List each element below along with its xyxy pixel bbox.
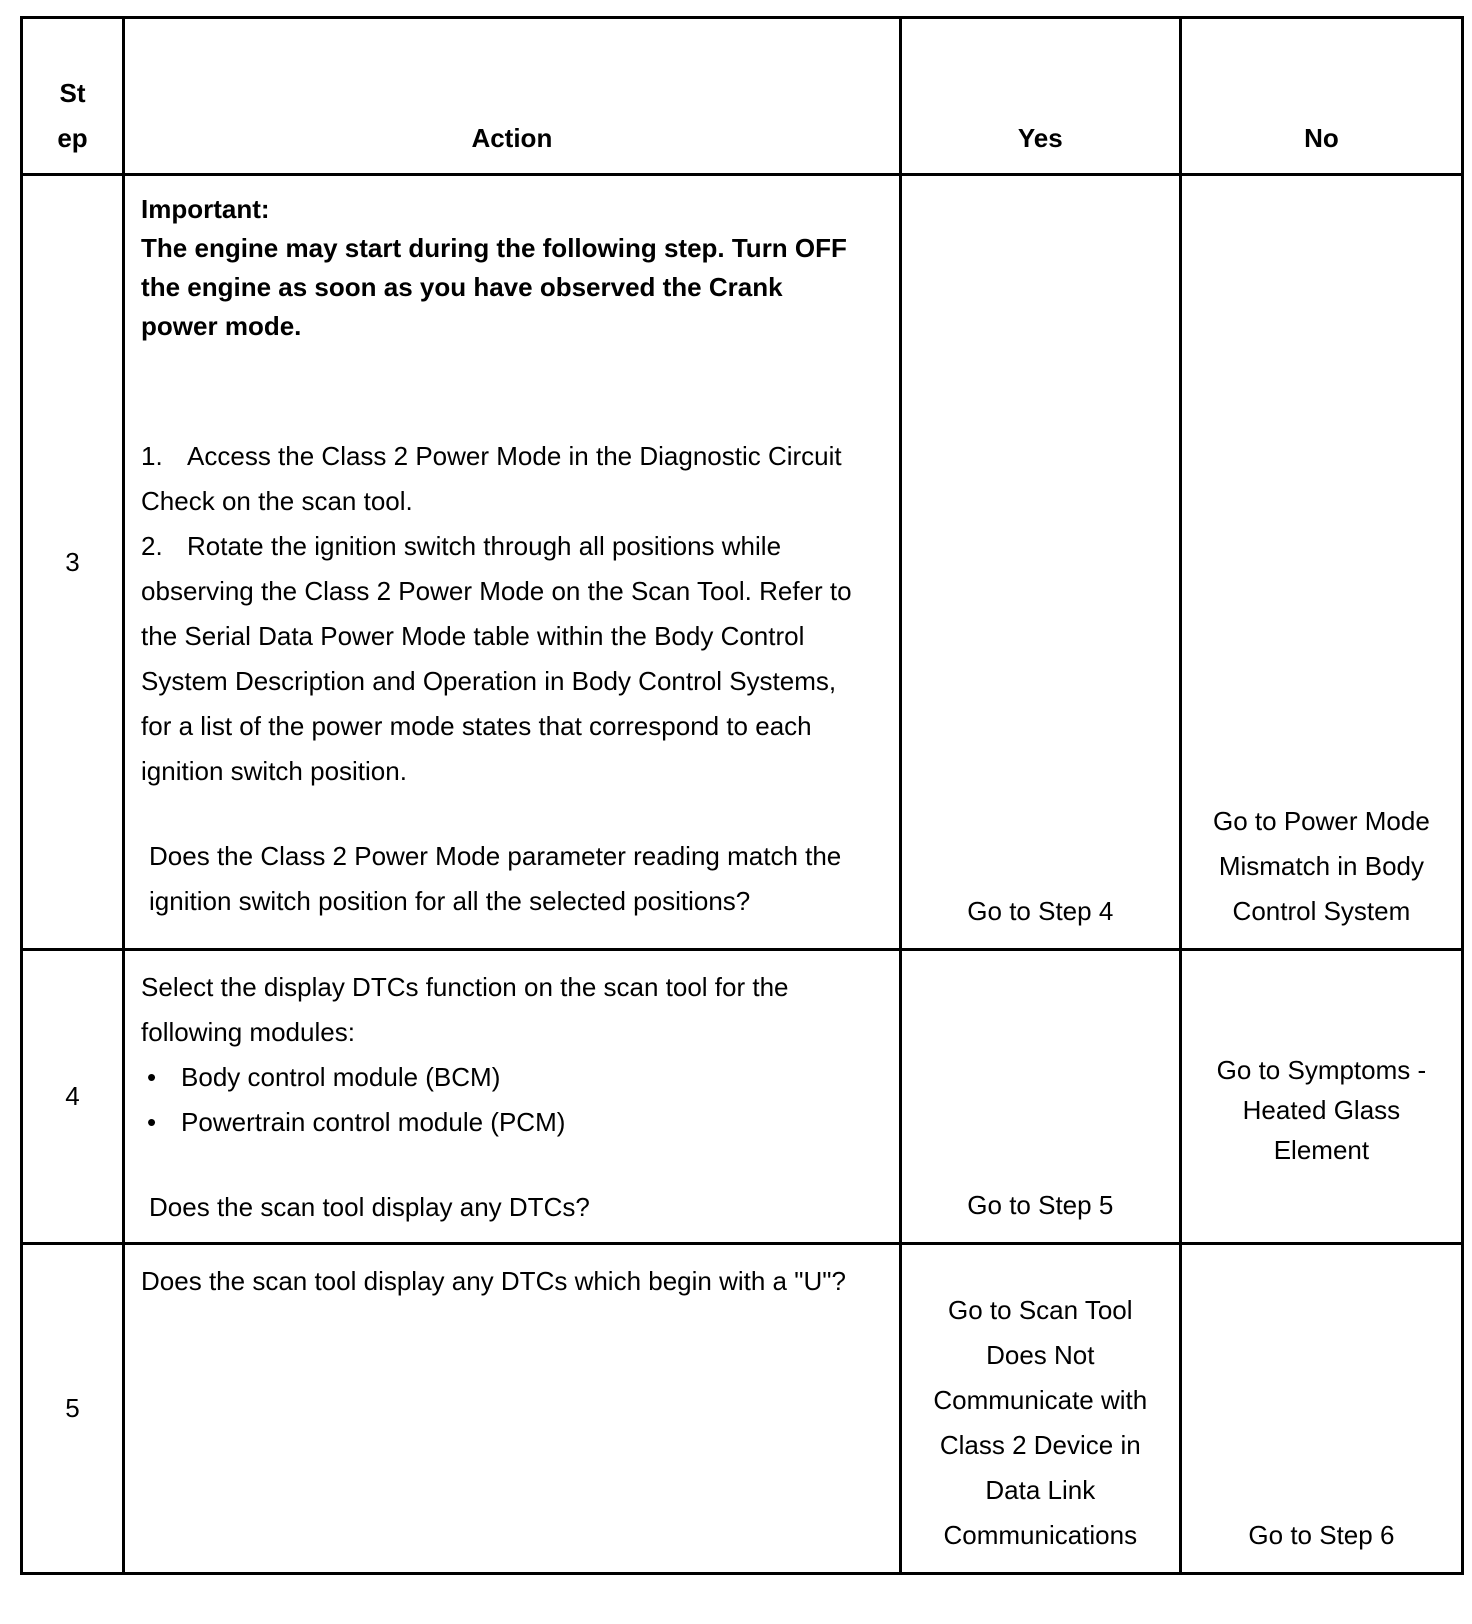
list-item (141, 1100, 855, 1145)
item-number: 1. (141, 441, 163, 471)
no-text: Go to Symptoms - Heated Glass Element (1216, 1054, 1427, 1165)
header-row (22, 18, 1463, 175)
list-item (141, 1055, 855, 1100)
item-number: 2. (141, 531, 163, 561)
item-text: Rotate the ignition switch through all positions while observing the Class 2 Power Mode on the Scan Tool. Refer to the Serial Data Power Mode table within the Body Control System Description and Operation in Body Control Systems, for a list of the power mode states that correspond to each ignition switch position. (141, 531, 852, 786)
no-cell (1180, 950, 1462, 1244)
header-action: Action (124, 18, 901, 175)
table-row (22, 950, 1463, 1244)
intro-text: Select the display DTCs function on the scan tool for the following modules: (141, 972, 789, 1047)
question-text: Does the scan tool display any DTCs which begin with a "U"? (141, 1266, 846, 1296)
module-name: Powertrain control module (PCM) (181, 1107, 566, 1137)
header-step (22, 18, 124, 175)
step-number: 4 (22, 950, 124, 1244)
item-text: Access the Class 2 Power Mode in the Diagnostic Circuit Check on the scan tool. (141, 441, 842, 516)
action-cell (124, 950, 901, 1244)
bullet-icon: • (147, 1062, 157, 1092)
question-text: Does the Class 2 Power Mode parameter reading match the ignition switch position for all the selected positions? (149, 841, 842, 916)
important-text: The engine may start during the following step. Turn OFF the engine as soon as you have observed the Crank power mode. (141, 233, 847, 341)
bullet-icon: • (147, 1107, 157, 1137)
yes-cell: Go to Step 5 (900, 950, 1180, 1244)
diagnostic-table (20, 16, 1464, 1575)
header-yes: Yes (900, 18, 1180, 175)
header-no: No (1180, 18, 1462, 175)
step-number: 3 (22, 175, 124, 950)
instruction-list (141, 434, 855, 794)
important-label: Important: (141, 194, 270, 224)
module-name: Body control module (BCM) (181, 1062, 501, 1092)
list-item (141, 434, 855, 524)
action-cell (124, 175, 901, 950)
header-step-line2: ep (57, 123, 88, 153)
question-text: Does the scan tool display any DTCs? (149, 1192, 590, 1222)
header-step-line1: St (59, 78, 86, 108)
action-cell (124, 1244, 901, 1574)
no-cell: Go to Step 6 (1180, 1244, 1462, 1574)
yes-cell: Go to Scan Tool Does Not Communicate with Class 2 Device in Data Link Communications (900, 1244, 1180, 1574)
step-number: 5 (22, 1244, 124, 1574)
table-row (22, 175, 1463, 950)
no-cell: Go to Power Mode Mismatch in Body Control System (1180, 175, 1462, 950)
yes-cell: Go to Step 4 (900, 175, 1180, 950)
module-list (141, 1055, 855, 1145)
list-item (141, 524, 855, 794)
table-row (22, 1244, 1463, 1574)
